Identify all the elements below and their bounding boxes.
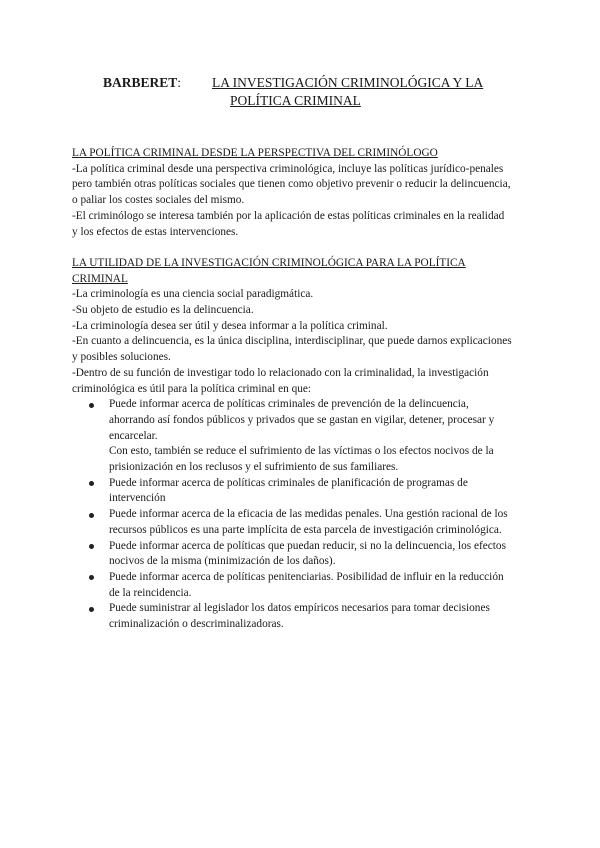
title-line-1: LA INVESTIGACIÓN CRIMINOLÓGICA Y LA xyxy=(212,75,484,90)
bullet-icon xyxy=(89,575,94,580)
paragraph: -Dentro de su función de investigar todo lo relacionado con la criminalidad, la investigación criminológica es útil para la política criminal en que: xyxy=(72,366,489,395)
list-item-text: Puede suministrar al legislador los datos empíricos necesarios para tomar decisiones criminalización o descriminalizadoras. xyxy=(109,602,490,631)
list-item xyxy=(72,601,512,632)
paragraph: -La política criminal desde una perspectiva criminológica, incluye las políticas jurídico-penales pero también otras políticas sociales que tienen como objetivo prevenir o reducir la delincuencia, o paliar los costes sociales del mismo. xyxy=(72,162,511,207)
bullet-icon xyxy=(89,607,94,612)
title-colon: : xyxy=(177,75,182,90)
document-title xyxy=(103,74,484,108)
bullet-icon xyxy=(89,513,94,518)
paragraph: -En cuanto a delincuencia, es la única disciplina, interdisciplinar, que puede darnos explicaciones y posibles soluciones. xyxy=(72,335,512,364)
list-item xyxy=(72,539,512,570)
title-line-2: POLÍTICA CRIMINAL xyxy=(230,93,361,108)
list-item xyxy=(72,397,512,444)
list-item-text: Puede informar acerca de la eficacia de las medidas penales. Una gestión racional de los recursos públicos es una parte implícita de esta parcela de investigación criminológica. xyxy=(109,508,508,536)
list-item-extra-text: Con esto, también se reduce el sufrimiento de las víctimas o los efectos nocivos de la prisionización en los reclusos y el sufrimiento de sus familiares. xyxy=(109,445,494,474)
bullet-icon xyxy=(89,481,94,486)
paragraph: -Su objeto de estudio es la delincuencia. xyxy=(72,304,254,317)
list-item-text: Puede informar acerca de políticas que puedan reducir, si no la delincuencia, los efectos nocivos de la misma (minimización de los daños). xyxy=(109,539,506,568)
paragraph: -La criminología es una ciencia social paradigmática. xyxy=(72,288,314,301)
bullet-icon xyxy=(89,403,94,408)
bullet-icon xyxy=(89,544,94,549)
list-item xyxy=(72,570,512,601)
section-heading-2: LA UTILIDAD DE LA INVESTIGACIÓN CRIMINOLÓGICA PARA LA POLÍTICA CRIMINAL xyxy=(72,256,466,285)
paragraph: -El criminólogo se interesa también por la aplicación de estas políticas criminales en la realidad y los efectos de estas intervenciones. xyxy=(72,209,505,238)
bullet-list xyxy=(72,397,512,633)
section-heading-1: LA POLÍTICA CRIMINAL DESDE LA PERSPECTIVA DEL CRIMINÓLOGO xyxy=(72,147,438,159)
list-item-continuation xyxy=(72,444,512,475)
list-item-text: Puede informar acerca de políticas criminales de planificación de programas de intervención xyxy=(109,476,468,505)
list-item xyxy=(72,507,512,538)
document-body xyxy=(72,146,512,633)
list-item xyxy=(72,476,512,507)
paragraph: -La criminología desea ser útil y desea informar a la política criminal. xyxy=(72,319,388,332)
list-item-text: Puede informar acerca de políticas criminales de prevención de la delincuencia, ahorrando así fondos públicos y privados que se gastan en vigilar, detener, procesar y encarcelar. xyxy=(109,398,495,442)
list-item-text: Puede informar acerca de políticas penitenciarias. Posibilidad de influir en la reducción de la reincidencia. xyxy=(109,570,504,599)
author-name: BARBERET xyxy=(103,75,178,90)
